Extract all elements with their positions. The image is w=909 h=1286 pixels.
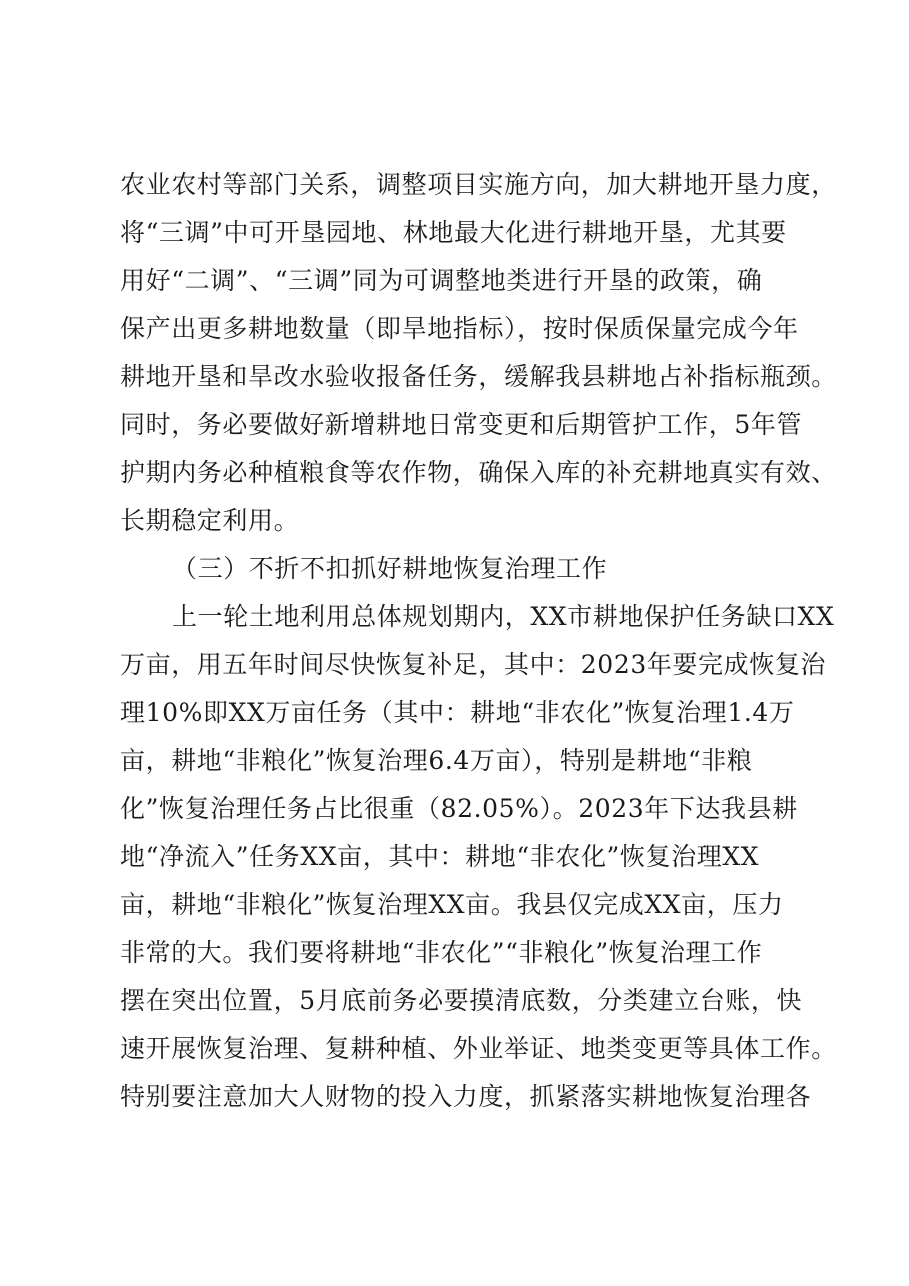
paragraph-line: 地“净流入”任务XX亩，其中：耕地“非农化”恢复治理XX (120, 842, 760, 871)
paragraph-line: 耕地开垦和旱改水验收报备任务，缓解我县耕地占补指标瓶颈。 (120, 362, 837, 391)
paragraph-line: 特别要注意加大人财物的投入力度，抓紧落实耕地恢复治理各 (120, 1082, 812, 1111)
paragraph-line: 非常的大。我们要将耕地“非农化”“非粮化”恢复治理工作 (120, 938, 763, 967)
paragraph-line: 理10%即XX万亩任务（其中：耕地“非农化”恢复治理1.4万 (120, 698, 795, 727)
paragraph-line: 上一轮土地利用总体规划期内，XX市耕地保护任务缺口XX (172, 602, 835, 631)
paragraph-line: 万亩，用五年时间尽快恢复补足，其中：2023年要完成恢复治 (120, 650, 827, 679)
paragraph-line: 农业农村等部门关系，调整项目实施方向，加大耕地开垦力度， (120, 170, 837, 199)
section-heading: （三）不折不扣抓好耕地恢复治理工作 (172, 554, 608, 583)
paragraph-line: 亩，耕地“非粮化”恢复治理6.4万亩），特别是耕地“非粮 (120, 746, 753, 775)
paragraph-line: 化”恢复治理任务占比很重（82.05%）。2023年下达我县耕 (120, 794, 798, 823)
paragraph-line: 摆在突出位置，5月底前务必要摸清底数，分类建立台账，快 (120, 986, 803, 1015)
paragraph-line: 速开展恢复治理、复耕种植、外业举证、地类变更等具体工作。 (120, 1034, 837, 1063)
paragraph-line: 同时，务必要做好新增耕地日常变更和后期管护工作，5年管 (120, 410, 803, 439)
paragraph-line: 用好“二调”、“三调”同为可调整地类进行开垦的政策，确 (120, 266, 763, 295)
paragraph-line: 将“三调”中可开垦园地、林地最大化进行耕地开垦，尤其要 (120, 218, 787, 247)
paragraph-line: 护期内务必种植粮食等农作物，确保入库的补充耕地真实有效、 (120, 458, 837, 487)
paragraph-line: 长期稳定利用。 (120, 506, 300, 535)
paragraph-line: 保产出更多耕地数量（即旱地指标），按时保质保量完成今年 (120, 314, 799, 343)
paragraph-line: 亩，耕地“非粮化”恢复治理XX亩。我县仅完成XX亩，压力 (120, 890, 784, 919)
